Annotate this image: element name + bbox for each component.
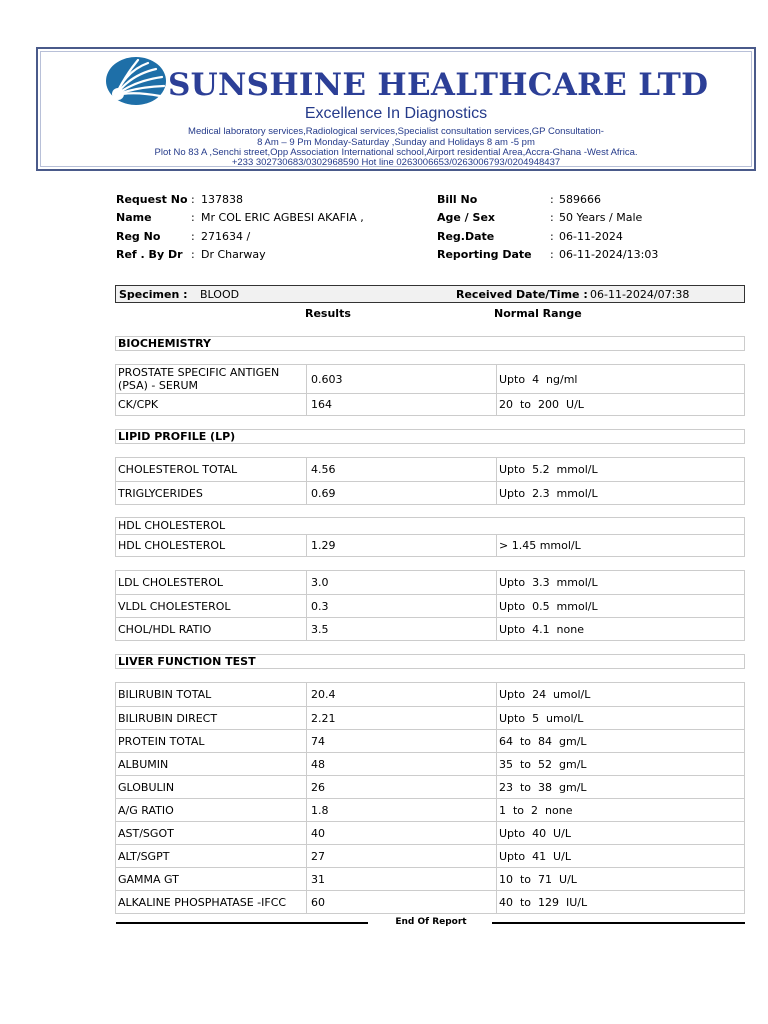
table-row <box>116 683 744 706</box>
test-range: 64 to 84 gm/L <box>496 730 744 752</box>
test-result: 0.69 <box>306 482 496 504</box>
test-name: TRIGLYCERIDES <box>118 486 203 500</box>
name-row <box>116 211 416 227</box>
colon: : <box>191 230 195 243</box>
test-range: 1 to 2 none <box>496 799 744 821</box>
test-result: 74 <box>306 730 496 752</box>
table-row <box>116 393 744 415</box>
test-range: > 1.45 mmol/L <box>496 535 744 556</box>
test-name: CHOL/HDL RATIO <box>118 622 212 636</box>
test-range: Upto 4 ng/ml <box>496 365 744 393</box>
hdl-subheading: HDL CHOLESTEROL <box>118 519 226 532</box>
services-line: Medical laboratory services,Radiological services,Specialist consultation services,GP Consultation- <box>188 126 604 137</box>
age-sex-label: Age / Sex <box>437 211 496 224</box>
sunburst-logo-icon <box>104 55 168 107</box>
test-range: 20 to 200 U/L <box>496 394 744 415</box>
test-name: ALKALINE PHOSPHATASE -IFCC <box>118 895 287 909</box>
normal-range-column-header: Normal Range <box>494 307 582 320</box>
test-name: GAMMA GT <box>118 872 179 886</box>
reg-no-row <box>116 230 416 246</box>
colon: : <box>191 211 195 224</box>
ref-by-row <box>116 248 416 264</box>
table-row <box>116 844 744 867</box>
test-range: Upto 41 U/L <box>496 845 744 867</box>
test-name: LDL CHOLESTEROL <box>118 576 223 589</box>
table-row <box>116 534 744 556</box>
table-row <box>116 775 744 798</box>
test-result: 0.3 <box>306 595 496 617</box>
received-value: 06-11-2024/07:38 <box>590 288 690 301</box>
test-range: Upto 4.1 none <box>496 618 744 640</box>
test-result: 1.29 <box>306 535 496 556</box>
test-result: 60 <box>306 891 496 913</box>
test-name: AST/SGOT <box>118 826 174 840</box>
reporting-date-value: 06-11-2024/13:03 <box>559 248 659 261</box>
test-result: 27 <box>306 845 496 867</box>
section-lipid-profile: LIPID PROFILE (LP) <box>115 429 745 444</box>
test-result: 48 <box>306 753 496 775</box>
biochemistry-table <box>115 364 745 416</box>
section-liver-function: LIVER FUNCTION TEST <box>115 654 745 669</box>
test-name: A/G RATIO <box>118 803 174 817</box>
colon: : <box>191 248 195 261</box>
test-name: PROSTATE SPECIFIC ANTIGEN (PSA) - SERUM <box>118 366 280 392</box>
specimen-label: Specimen : <box>119 288 188 301</box>
test-name: CHOLESTEROL TOTAL <box>118 463 238 476</box>
address-line: Plot No 83 A ,Senchi street,Opp Association International school,Airport residential Area,Accra-Ghana -West Africa. <box>154 147 638 158</box>
table-row <box>116 458 744 481</box>
table-row <box>116 729 744 752</box>
test-name: BILIRUBIN TOTAL <box>118 688 212 701</box>
table-row <box>116 821 744 844</box>
table-row <box>116 867 744 890</box>
bill-no-row <box>437 193 737 209</box>
patient-info-left <box>116 193 416 273</box>
test-name: ALT/SGPT <box>118 849 170 863</box>
test-result: 0.603 <box>306 365 496 393</box>
test-result: 3.5 <box>306 618 496 640</box>
reporting-date-row <box>437 248 737 264</box>
colon: : <box>550 230 554 243</box>
test-name: GLOBULIN <box>118 780 175 794</box>
end-of-report: End Of Report <box>395 917 467 927</box>
test-range: Upto 24 umol/L <box>496 683 744 706</box>
reg-date-row <box>437 230 737 246</box>
test-result: 3.0 <box>306 571 496 594</box>
table-row <box>116 890 744 913</box>
test-range: Upto 5 umol/L <box>496 707 744 729</box>
test-name: VLDL CHOLESTEROL <box>118 599 231 613</box>
specimen-value: BLOOD <box>200 288 240 301</box>
end-divider-right <box>492 922 745 924</box>
request-no-label: Request No <box>116 193 188 206</box>
test-name: HDL CHOLESTEROL <box>118 539 226 552</box>
ref-by-label: Ref . By Dr <box>116 248 183 261</box>
age-sex-value: 50 Years / Male <box>559 211 643 224</box>
age-sex-row <box>437 211 737 227</box>
company-name: SUNSHINE HEALTHCARE LTD <box>168 67 709 103</box>
bill-no-label: Bill No <box>437 193 478 206</box>
test-name: ALBUMIN <box>118 757 169 771</box>
test-result: 31 <box>306 868 496 890</box>
name-value: Mr COL ERIC AGBESI AKAFIA , <box>201 211 364 224</box>
test-result: 40 <box>306 822 496 844</box>
table-row <box>116 365 744 393</box>
colon: : <box>191 193 195 206</box>
table-row <box>116 706 744 729</box>
bill-no-value: 589666 <box>559 193 601 206</box>
test-range: Upto 5.2 mmol/L <box>496 458 744 481</box>
hdl-table <box>115 517 745 557</box>
table-row <box>116 481 744 504</box>
test-range: 35 to 52 gm/L <box>496 753 744 775</box>
colon: : <box>550 211 554 224</box>
ref-by-value: Dr Charway <box>201 248 266 261</box>
test-result: 26 <box>306 776 496 798</box>
table-row <box>116 617 744 640</box>
test-name: BILIRUBIN DIRECT <box>118 711 218 725</box>
table-row <box>116 594 744 617</box>
test-range: Upto 2.3 mmol/L <box>496 482 744 504</box>
tagline: Excellence In Diagnostics <box>304 105 488 122</box>
test-range: Upto 0.5 mmol/L <box>496 595 744 617</box>
reporting-date-label: Reporting Date <box>437 248 532 261</box>
results-column-header: Results <box>305 307 351 320</box>
table-row <box>116 752 744 775</box>
reg-date-label: Reg.Date <box>437 230 495 243</box>
hours-line: 8 Am – 9 Pm Monday-Saturday ,Sunday and Holidays 8 am -5 pm <box>257 137 535 148</box>
end-divider-left <box>116 922 368 924</box>
test-result: 20.4 <box>306 683 496 706</box>
test-result: 2.21 <box>306 707 496 729</box>
lipid-table-c <box>115 570 745 641</box>
specimen-bar <box>115 285 745 303</box>
table-row <box>116 798 744 821</box>
liver-table <box>115 682 745 914</box>
test-result: 1.8 <box>306 799 496 821</box>
section-biochemistry: BIOCHEMISTRY <box>115 336 745 351</box>
colon: : <box>550 193 554 206</box>
reg-no-value: 271634 / <box>201 230 251 243</box>
test-range: 23 to 38 gm/L <box>496 776 744 798</box>
colon: : <box>550 248 554 261</box>
test-result: 164 <box>306 394 496 415</box>
table-row <box>116 571 744 594</box>
reg-date-value: 06-11-2024 <box>559 230 623 243</box>
letterhead <box>36 47 756 171</box>
request-no-row <box>116 193 416 209</box>
phone-line: +233 302730683/0302968590 Hot line 0263006653/0263006793/0204948437 <box>231 157 561 168</box>
received-label: Received Date/Time : <box>456 288 588 301</box>
test-range: 10 to 71 U/L <box>496 868 744 890</box>
name-label: Name <box>116 211 152 224</box>
patient-info-right <box>437 193 737 273</box>
test-range: Upto 3.3 mmol/L <box>496 571 744 594</box>
reg-no-label: Reg No <box>116 230 161 243</box>
test-range: 40 to 129 IU/L <box>496 891 744 913</box>
test-name: CK/CPK <box>118 398 159 411</box>
test-result: 4.56 <box>306 458 496 481</box>
lipid-table-a <box>115 457 745 505</box>
test-range: Upto 40 U/L <box>496 822 744 844</box>
test-name: PROTEIN TOTAL <box>118 734 205 748</box>
request-no-value: 137838 <box>201 193 243 206</box>
